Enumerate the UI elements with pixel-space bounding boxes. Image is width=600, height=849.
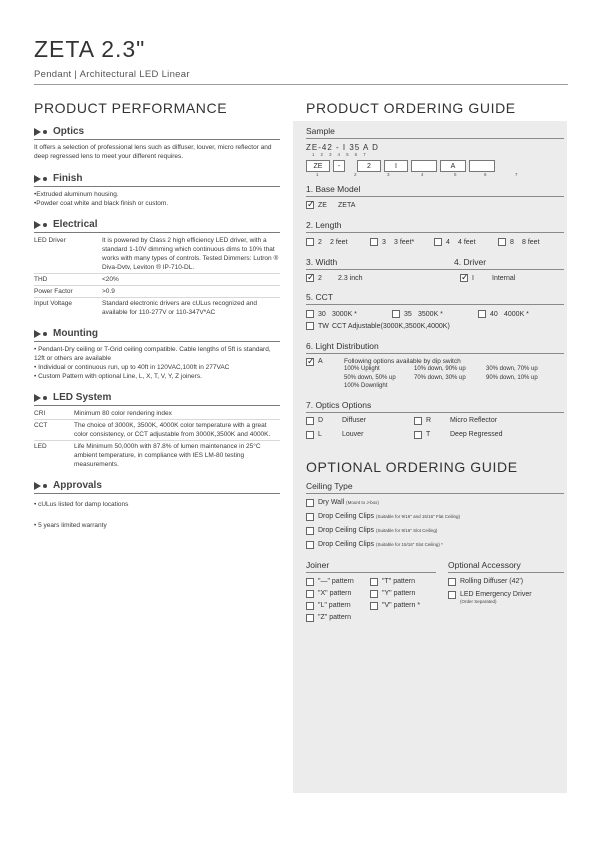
accessory-title: Optional Accessory — [448, 560, 564, 573]
approvals-line: • cULus listed for damp locations — [34, 501, 129, 508]
length-checkbox[interactable] — [306, 238, 314, 246]
length-checkbox[interactable] — [434, 238, 442, 246]
ceiling-title: Ceiling Type — [306, 481, 564, 494]
finish-line: •Powder coat white and black finish or custom. — [34, 200, 169, 207]
joiner-checkbox[interactable] — [306, 578, 314, 586]
ceiling-checkbox[interactable] — [306, 513, 314, 521]
width-driver-row — [306, 257, 564, 282]
arrow-icon — [34, 175, 41, 183]
width-section: 3. Width ✓ 2 2.3 inch — [306, 257, 454, 282]
page-title: ZETA 2.3" — [34, 36, 146, 62]
joiner-section: Joiner "—" pattern "T" pattern "X" pattern "Y" pattern "L" pattern "V" pattern * "Z" pattern — [306, 560, 436, 622]
arrow-icon — [34, 128, 41, 136]
bullet-icon — [43, 484, 47, 488]
bullet-icon — [43, 130, 47, 134]
cct-checkbox[interactable] — [478, 310, 486, 318]
distribution-note: Following options available by dip switch — [344, 358, 461, 365]
joiner-checkbox[interactable] — [306, 614, 314, 622]
optional-heading: OPTIONAL ORDERING GUIDE — [306, 458, 518, 475]
spec-row: Power Factor >0.9 — [34, 286, 280, 298]
bullet-icon — [43, 332, 47, 336]
sample-box: I — [384, 160, 408, 172]
width-title: 3. Width — [306, 257, 454, 270]
mounting-line: • Pendant-Dry ceiling or T-Grid ceiling compatible. Cable lengths of 5ft is standard, 12ft or others are available — [34, 346, 271, 362]
joiner-checkbox[interactable] — [370, 578, 378, 586]
sample-title: Sample — [306, 126, 564, 139]
ordering-heading: PRODUCT ORDERING GUIDE — [306, 100, 516, 116]
base-model-title: 1. Base Model — [306, 184, 564, 197]
arrow-icon — [34, 482, 41, 490]
accessory-section: Optional Accessory Rolling Diffuser (42') LED Emergency Driver (Order Separated) — [448, 560, 564, 622]
approvals-section — [34, 480, 280, 530]
electrical-section — [34, 219, 280, 318]
accessory-checkbox[interactable] — [448, 578, 456, 586]
mounting-line: • Individual or continuous run, up to 40ft in 120VAC,100ft in 277VAC — [34, 364, 230, 371]
base-model-checkbox[interactable] — [306, 201, 314, 209]
optics-text: It offers a selection of professional lens such as diffuser, louver, micro reflector and deep regressed lens to meet your different requires. — [34, 144, 272, 160]
spec-row: THD <20% — [34, 274, 280, 286]
arrow-icon — [34, 330, 41, 338]
joiner-checkbox[interactable] — [370, 590, 378, 598]
cct-checkbox[interactable] — [392, 310, 400, 318]
driver-title: 4. Driver — [454, 257, 564, 270]
sample-box: A — [440, 160, 466, 172]
sample-box — [411, 160, 437, 172]
optics-checkbox[interactable] — [414, 417, 422, 425]
led-system-title: LED System — [53, 392, 112, 403]
page-subtitle: Pendant | Architectural LED Linear — [34, 69, 190, 80]
optics-title: Optics — [53, 126, 85, 137]
finish-line: •Extruded aluminum housing. — [34, 191, 119, 198]
ceiling-section: Ceiling Type Dry Wall (Mount to J-box) Drop Ceiling Clips (Suitable for 9/16" and 15/16" Flat Ceiling) Drop Ceiling Clips (Suitable for 9/16" Slot Ceiling) Drop Ceiling Clips (Suitable for 15/16" Slot Ceiling) * — [306, 481, 564, 549]
optics-checkbox[interactable] — [306, 431, 314, 439]
spec-row: LED Life Minimum 50,000h with 87.8% of lumen maintenance in 25°C ambient temperature, in compliance with IES LM-80 testing measurements. — [34, 443, 261, 468]
ceiling-checkbox[interactable] — [306, 527, 314, 535]
optics-checkbox[interactable] — [306, 417, 314, 425]
width-checkbox[interactable] — [306, 274, 314, 282]
mounting-section — [34, 328, 280, 381]
optics-checkbox[interactable] — [414, 431, 422, 439]
sample-box: ZE — [306, 160, 330, 172]
optics-section — [34, 126, 280, 161]
sample-box-numbers: 1 2 3 4 5 6 7 — [316, 172, 518, 177]
sample-box — [469, 160, 495, 172]
header-divider — [34, 84, 568, 85]
arrow-icon — [34, 394, 41, 402]
bullet-icon — [43, 223, 47, 227]
length-checkbox[interactable] — [370, 238, 378, 246]
ceiling-checkbox[interactable] — [306, 499, 314, 507]
sample-box: 2 — [357, 160, 381, 172]
mounting-title: Mounting — [53, 328, 98, 339]
electrical-title: Electrical — [53, 219, 98, 230]
finish-title: Finish — [53, 173, 83, 184]
bullet-icon — [43, 177, 47, 181]
joiner-title: Joiner — [306, 560, 436, 573]
cct-tw-checkbox[interactable] — [306, 322, 314, 330]
arrow-icon — [34, 221, 41, 229]
distribution-section: 6. Light Distribution ✓ A Following options available by dip switch 100% Uplight 10% down, 90% up 30% down, 70% up 50% down, 50% up 70% down, 30% up 90% down, 10% up 100% Downlight — [306, 341, 564, 391]
sample-box: - — [333, 160, 345, 172]
finish-section — [34, 173, 280, 208]
spec-row: CRI Minimum 80 color rendering index — [34, 408, 280, 420]
driver-checkbox[interactable] — [460, 274, 468, 282]
joiner-checkbox[interactable] — [370, 602, 378, 610]
joiner-checkbox[interactable] — [306, 602, 314, 610]
sample-section: Sample ZE-42 - I 35 A D 1 2 3 4 5 6 7 ZE - 2 I A 1 2 3 4 5 6 7 — [306, 126, 564, 180]
length-title: 2. Length — [306, 220, 564, 233]
spec-row: LED Driver It is powered by Class 2 high efficiency LED driver, with a standard 1-10V dimming which continuous dims to 10% that works with many types of controls. Tested Dimmers: Lutron ® Diva-Dvtv, Leviton ® IP-710-DL. — [34, 235, 280, 274]
ordering-column — [306, 100, 564, 622]
mounting-line: • Custom Pattern with optional Line, L, X, T, V, Y, Z joiners. — [34, 373, 202, 380]
performance-heading: PRODUCT PERFORMANCE — [34, 100, 228, 116]
distribution-checkbox[interactable] — [306, 358, 314, 366]
optics-options-section: 7. Optics Options D Diffuser R Micro Reflector L Louver T Deep Regressed — [306, 400, 564, 439]
approvals-line: • 5 years limited warranty — [34, 522, 107, 529]
accessory-checkbox[interactable] — [448, 591, 456, 599]
sample-code: ZE-42 - I 35 A D — [306, 143, 379, 152]
cct-section: 5. CCT 30 3000K * 35 3500K * 40 4000K * TW CCT Adjustable(3000K,3500K,4000K) — [306, 292, 564, 330]
spec-row: Input Voltage Standard electronic drivers are cULus recognized and available for 110-277V or 110-347V*AC — [34, 300, 258, 316]
joiner-accessory-row — [306, 560, 564, 622]
distribution-title: 6. Light Distribution — [306, 341, 564, 354]
optics-options-title: 7. Optics Options — [306, 400, 564, 413]
joiner-checkbox[interactable] — [306, 590, 314, 598]
cct-checkbox[interactable] — [306, 310, 314, 318]
driver-section: 4. Driver ✓ I Internal — [454, 257, 564, 282]
ceiling-checkbox[interactable] — [306, 541, 314, 549]
length-checkbox[interactable] — [498, 238, 506, 246]
cct-title: 5. CCT — [306, 292, 564, 305]
distribution-grid: 100% Uplight 10% down, 90% up 30% down, 70% up 50% down, 50% up 70% down, 30% up 90% down, 10% up 100% Downlight — [344, 366, 538, 389]
bullet-icon — [43, 396, 47, 400]
sample-boxes — [306, 160, 564, 172]
length-section: 2. Length 2 2 feet 3 3 feet* 4 4 feet 8 8 feet — [306, 220, 564, 246]
led-system-section — [34, 392, 280, 470]
spec-row: CCT The choice of 3000K, 3500K, 4000K color temperature with a great color consistency, or CCT adjustable from 3000K,3500K and 4000K. — [34, 420, 280, 441]
approvals-title: Approvals — [53, 480, 102, 491]
base-model-section: 1. Base Model ✓ ZE ZETA — [306, 184, 564, 209]
performance-column — [34, 100, 280, 530]
